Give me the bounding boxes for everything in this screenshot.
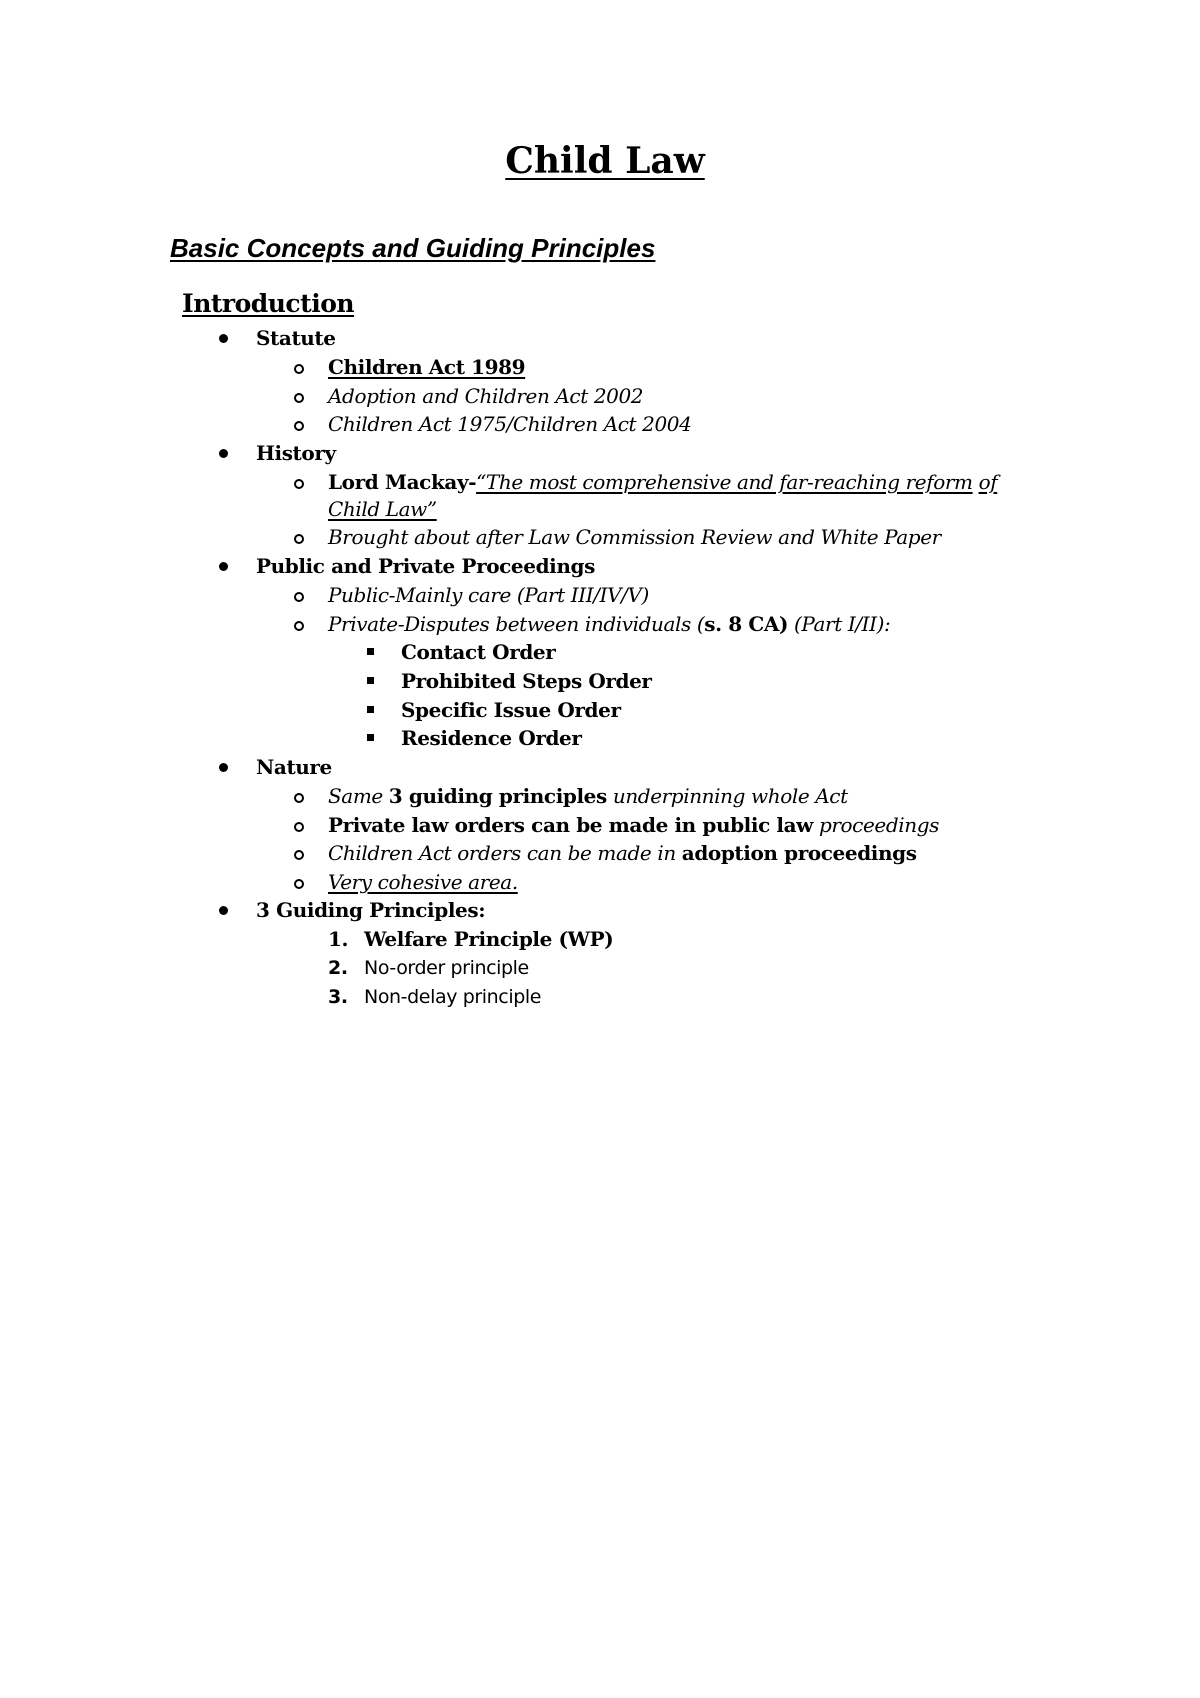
bullet-label: Public and Private Proceedings [256,554,595,578]
section-heading-introduction: Introduction [182,289,355,318]
bullet-circle-icon [294,382,304,411]
proceedings-item-private [328,610,890,639]
principle-text: Welfare Principle (WP) [364,927,614,951]
bullet-disc-icon [219,439,229,468]
mackay-quote-end: Child Law” [328,497,437,521]
proceedings-item-public [328,581,649,610]
nature-item-adoption-proceedings [328,839,917,868]
principle-text: No-order principle [364,957,529,979]
statute-item-text: Adoption and Children Act 2002 [328,384,644,408]
list-number: 3. [328,986,348,1008]
bullet-circle-icon [294,523,304,552]
bullet-circle-icon [294,782,304,811]
bullet-history [256,439,336,468]
bullet-square-icon [367,696,375,725]
bullet-disc-icon [219,552,229,581]
principle-no-order [328,954,529,983]
proceedings-item-text: Public-Mainly care (Part III/IV/V) [328,583,649,607]
order-text: Specific Issue Order [401,698,621,722]
list-number: 2. [328,957,348,979]
bullet-circle-icon [294,468,304,497]
mackay-quote: “The most comprehensive and far-reaching reform [476,470,973,494]
bullet-square-icon [367,724,375,753]
document-subtitle: Basic Concepts and Guiding Principles [170,233,656,263]
order-text: Prohibited Steps Order [401,669,652,693]
bullet-circle-icon [294,353,304,382]
statute-item-text: Children Act 1975/Children Act 2004 [328,412,692,436]
nature-text-bold: Private law orders can be made in public law [328,813,813,837]
bullet-square-icon [367,638,375,667]
bullet-statute [256,324,336,353]
list-number: 1. [328,927,349,951]
history-item-brought-about [328,523,941,552]
bullet-guiding-principles [256,896,485,925]
private-section-ref: s. 8 CA) [704,612,789,636]
order-specific-issue [401,696,621,725]
order-contact [401,638,555,667]
mackay-name: Lord Mackay- [328,470,477,494]
document-title: Child Law [505,140,705,182]
bullet-circle-icon [294,868,304,897]
statute-item-text: Children Act 1989 [328,355,526,379]
bullet-disc-icon [219,753,229,782]
nature-text: proceedings [813,813,939,837]
principle-non-delay [328,983,541,1012]
statute-item-children-act-1975-2004 [328,410,691,439]
nature-item-guiding-principles [328,782,848,811]
bullet-circle-icon [294,581,304,610]
bullet-proceedings [256,552,595,581]
order-text: Contact Order [401,640,556,664]
nature-text: Same [328,784,389,808]
bullet-disc-icon [219,324,229,353]
order-text: Residence Order [401,726,582,750]
bullet-circle-icon [294,811,304,840]
history-item-lord-mackay [328,468,997,497]
bullet-label: 3 Guiding Principles: [256,898,486,922]
bullet-disc-icon [219,896,229,925]
bullet-circle-icon [294,839,304,868]
bullet-square-icon [367,667,375,696]
history-item-text: Brought about after Law Commission Review and White Paper [328,525,941,549]
nature-text: Very cohesive area. [328,870,518,894]
bullet-label: Statute [256,326,336,350]
private-suffix: (Part I/II): [788,612,891,636]
nature-text-bold: adoption proceedings [681,841,917,865]
bullet-label: History [256,441,336,465]
bullet-label: Nature [256,755,332,779]
nature-item-cohesive [328,868,518,897]
principle-welfare [328,925,613,954]
bullet-nature [256,753,332,782]
statute-item-children-act-1989 [328,353,525,382]
private-prefix: Private-Disputes between individuals ( [328,612,705,636]
nature-text-bold: 3 guiding principles [388,784,607,808]
history-item-lord-mackay-continued [328,495,437,524]
order-residence [401,724,582,753]
mackay-quote-of: of [978,470,998,494]
statute-item-adoption-act [328,382,643,411]
nature-text: Children Act orders can be made in [328,841,682,865]
nature-text: underpinning whole Act [606,784,848,808]
bullet-circle-icon [294,610,304,639]
nature-item-private-law-orders [328,811,939,840]
bullet-circle-icon [294,410,304,439]
order-prohibited-steps [401,667,652,696]
principle-text: Non-delay principle [364,986,542,1008]
